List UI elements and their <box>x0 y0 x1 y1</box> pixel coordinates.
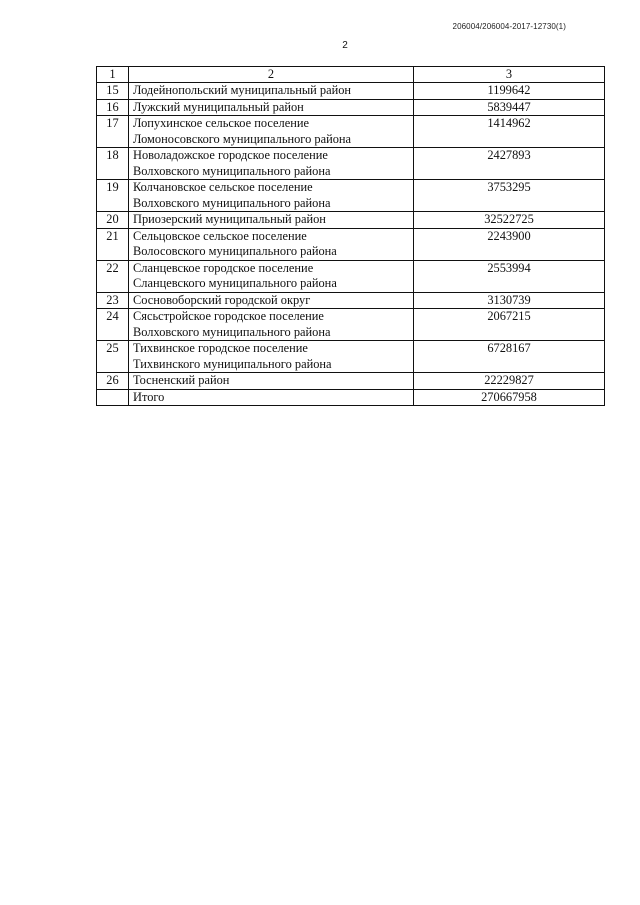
row-number: 25 <box>97 341 129 373</box>
municipality-name-line: Сланцевское городское поселение <box>133 260 314 275</box>
row-amount: 5839447 <box>414 99 605 116</box>
table-row <box>97 212 605 229</box>
row-number: 20 <box>97 212 129 229</box>
municipality-name-line: Волховского муниципального района <box>133 195 331 210</box>
row-municipality-name <box>129 228 414 260</box>
municipality-name-line: Лопухинское сельское поселение <box>133 116 309 130</box>
row-number: 23 <box>97 292 129 309</box>
column-header-1: 1 <box>97 67 129 83</box>
row-municipality-name <box>129 212 414 229</box>
total-label: Итого <box>129 389 414 406</box>
row-number: 22 <box>97 260 129 292</box>
municipality-name-line: Тихвинского муниципального района <box>133 356 332 371</box>
row-number: 24 <box>97 309 129 341</box>
row-municipality-name <box>129 341 414 373</box>
municipality-name-line: Волосовского муниципального района <box>133 244 337 258</box>
row-amount: 1414962 <box>414 116 605 148</box>
row-municipality-name <box>129 148 414 180</box>
row-number: 26 <box>97 373 129 390</box>
table-row <box>97 260 605 292</box>
municipality-name-line: Ломоносовского муниципального района <box>133 131 352 146</box>
row-amount: 2427893 <box>414 148 605 180</box>
table-row <box>97 99 605 116</box>
table-row <box>97 341 605 373</box>
document-id: 206004/206004-2017-12730(1) <box>452 22 566 31</box>
total-amount: 270667958 <box>414 389 605 406</box>
table-row <box>97 309 605 341</box>
municipality-name-line: Волховского муниципального района <box>133 163 331 178</box>
row-municipality-name <box>129 373 414 390</box>
municipality-name-line: Сясьстройское городское поселение <box>133 309 324 323</box>
row-municipality-name <box>129 292 414 309</box>
table-row <box>97 116 605 148</box>
municipality-name-line: Лодейнопольский муниципальный район <box>133 83 352 97</box>
municipality-name-line: Колчановское сельское поселение <box>133 180 313 194</box>
row-municipality-name <box>129 309 414 341</box>
municipality-name-line: Тихвинское городское поселение <box>133 341 308 355</box>
row-amount: 3753295 <box>414 180 605 212</box>
allocation-table <box>96 66 605 406</box>
row-amount: 3130739 <box>414 292 605 309</box>
municipality-name-line: Приозерский муниципальный район <box>133 212 326 226</box>
row-number: 18 <box>97 148 129 180</box>
municipality-name-line: Тосненский район <box>133 373 230 387</box>
municipality-name-line: Лужский муниципальный район <box>133 99 304 114</box>
row-municipality-name <box>129 116 414 148</box>
row-number: 17 <box>97 116 129 148</box>
row-municipality-name <box>129 83 414 100</box>
table-row <box>97 180 605 212</box>
municipality-name-line: Сосновоборский городской округ <box>133 292 311 307</box>
table-body <box>97 67 605 406</box>
municipality-name-line: Сельцовское сельское поселение <box>133 228 307 243</box>
row-number: 19 <box>97 180 129 212</box>
row-amount: 2243900 <box>414 228 605 260</box>
row-municipality-name <box>129 260 414 292</box>
row-number: 21 <box>97 228 129 260</box>
total-row <box>97 389 605 406</box>
row-amount: 6728167 <box>414 341 605 373</box>
page-number: 2 <box>342 40 348 51</box>
municipality-name-line: Волховского муниципального района <box>133 324 331 339</box>
row-amount: 2067215 <box>414 309 605 341</box>
row-municipality-name <box>129 180 414 212</box>
municipality-name-line: Сланцевского муниципального района <box>133 276 337 290</box>
table-header-row <box>97 67 605 83</box>
column-header-2: 2 <box>129 67 414 83</box>
table-row <box>97 83 605 100</box>
table-row <box>97 228 605 260</box>
row-amount: 2553994 <box>414 260 605 292</box>
table-row <box>97 148 605 180</box>
row-amount: 22229827 <box>414 373 605 390</box>
row-number: 16 <box>97 99 129 116</box>
table-row <box>97 292 605 309</box>
row-amount: 32522725 <box>414 212 605 229</box>
row-amount: 1199642 <box>414 83 605 100</box>
row-number: 15 <box>97 83 129 100</box>
municipality-name-line: Новоладожское городское поселение <box>133 148 328 162</box>
total-row-number <box>97 389 129 406</box>
column-header-3: 3 <box>414 67 605 83</box>
table-row <box>97 373 605 390</box>
row-municipality-name <box>129 99 414 116</box>
